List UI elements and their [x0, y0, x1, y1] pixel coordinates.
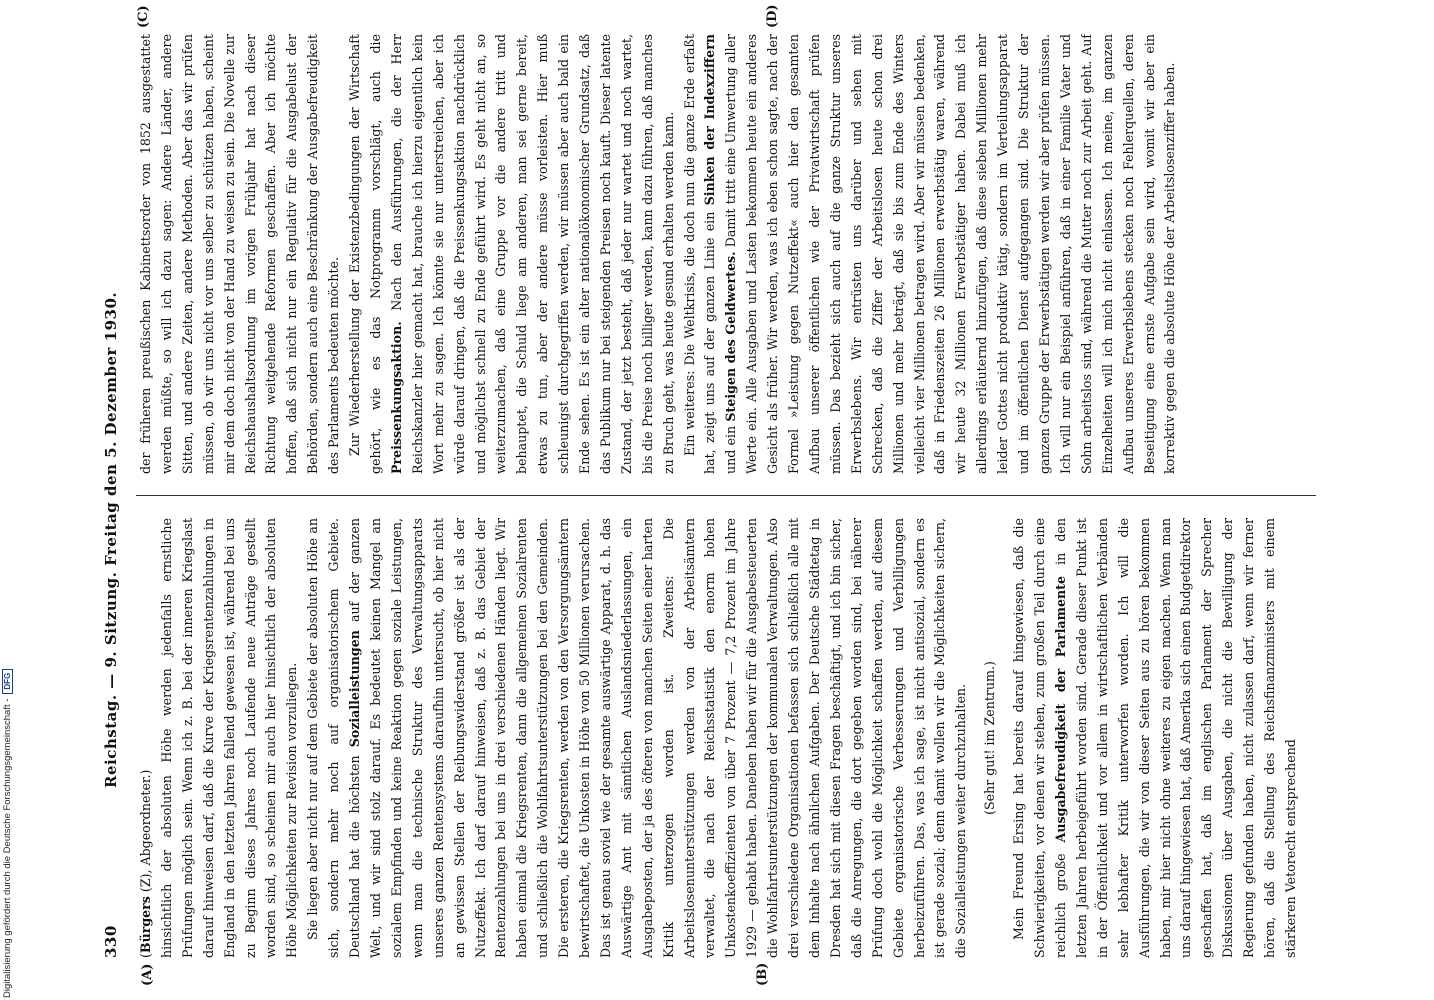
- margin-marker-b: (B): [755, 962, 770, 986]
- speaker-name: Bürgers: [138, 896, 153, 954]
- column-divider: [136, 495, 1316, 496]
- speaker-note: (Z), Abgeordneter.): [138, 769, 153, 893]
- interjection: (Sehr gut! im Zentrum.): [982, 661, 998, 815]
- right-column: [136, 34, 1316, 474]
- emphasis-geldwertes: Steigen des Geldwertes.: [723, 251, 739, 422]
- left-column: [136, 518, 1316, 958]
- paragraph: [680, 34, 1182, 474]
- emphasis-sozialleistungen: Sozialleistungen: [347, 630, 363, 748]
- speaker-line: (Bürgers (Z), Abgeordneter.): [138, 769, 153, 958]
- text-run: und ein: [723, 425, 739, 474]
- text-run: Ein weiteres: Die Weltkrisis, die doch nun die ganze Erde erfaßt hat, zeigt uns auf der ganzen Linie ein: [681, 34, 718, 474]
- text-run: Damit tritt eine Umwertung aller Werte ein. Alle Ausgaben und Lasten bekommen heute ein anderes Gesicht als früher. Wir werden, was ich eben schon sagte, nach der Formel »Leistung gegen Nutzeffekt« auch hier den gesamten Aufbau unserer öffentlichen wie der Privatwirtschaft prüfen müssen. Das bezieht sich auch auf die ganze Struktur unseres Erwerbslebens. Wir entrüsten uns darüber und sehen mit Schrecken, daß die Ziffer der Arbeitslosen heute schon drei Millionen und mehr beträgt, daß sie bis zum Ende des Winters vielleicht vier Millionen betragen wird. Aber wir müssen bedenken, daß in Friedenszeiten 26 Millionen erwerbstätig waren, während wir heute 32 Millionen Erwerbstätiger haben. Dabei muß ich allerdings erläuternd hinzufügen, daß diese sieben Millionen mehr leider Gottes nicht produktiv tätig, sondern im Verteilungsapparat und im öffentlichen Dienst aufgegangen sind. Die Struktur der ganzen Gruppe der Erwerbstätigen werden wir aber prüfen müssen. Ich will nur ein Beispiel anführen, daß in einer Familie Vater und Sohn arbeitslos sind, während die Mutter noch zur Arbeit geht. Auf Einzelheiten will ich mich nicht einlassen. Ich meine, im ganzen Aufbau unseres Erwerbslebens stecken noch Fehlerquellen, deren Beseitigung eine ernste Aufgabe sein wird, womit wir aber ein korrektiv gegen die absolute Höhe der Arbeitslosenziffer haben.: [723, 34, 1178, 474]
- paragraph: [345, 34, 680, 474]
- margin-marker-c: (C): [136, 5, 151, 28]
- emphasis-ausgabefreudigkeit: Ausgabefreudigkeit der Parlamente: [1052, 576, 1068, 843]
- digitization-credit: [2, 669, 13, 998]
- paragraph: hinsichtlich der absoluten Höhe werden jedenfalls ernstliche Prüfungen möglich sein. Wenn ich z. B. bei der inneren Kriegslast darauf hinweisen darf, daß die Kurve der Kriegsrentenzahlungen in England in den letzten Jahren fallend gewesen ist, während bei uns zu Beginn dieses Jahres noch Laufende neue Anträge gestellt worden sind, so scheinen mir auch hier hinsichtlich der absoluten Höhe Möglichkeiten zur Revision vorzuliegen.: [158, 518, 300, 958]
- margin-marker-d: (D): [765, 4, 780, 28]
- text-run: in den letzten Jahren herbeigeführt worden sind. Gerade dieser Punkt ist in der Öffentlichkeit und vor allem in wirtschaftlichen Verbänden sehr lebhafter Kritik unterworfen worden. Ich will die Ausführungen, die wir von dieser Seiten aus zu hören bekommen haben, mir hier nicht ohne weiteres zu eigen machen. Wenn man uns darauf hingewiesen hat, daß Amerika sich einen Budgetdirektor geschaffen hat, daß im englischen Parlament der Sprecher Diskussionen über Ausgaben, die nicht die Bewilligung der Regierung gefunden haben, nicht zulassen darf, wenn wir ferner hören, daß die Stellung des Reichsfinanzministers mit einem stärkeren Vetorecht entsprechend: [1052, 518, 1298, 958]
- document-page: [100, 4, 1350, 986]
- paragraph: der früheren preußischen Kabinettsorder von 1852 ausgestattet werden müßte, so will ich dazu sagen: Andere Länder, andere Sitten, und andere Zeiten, andere Methoden. Aber das wir prüfen müssen, ob wir uns nicht vor uns selber zu schützen haben, scheint mir dem doch nicht von der Hand zu weisen zu sein. Die Novelle zur Reichshaushaltsordnung im vorigen Frühjahr hat nach dieser Richtung weitgehende Reformen geschaffen. Aber ich möchte hoffen, daß sich nicht nur ein Regulativ für die Ausgabelust der Behörden, sondern auch eine Beschränkung der Ausgabefreudigkeit des Parlaments bedeuten möchte.: [138, 34, 342, 474]
- paragraph: [1009, 518, 1302, 958]
- page-number: 330: [102, 925, 120, 958]
- text-run: Nach den Ausführungen, die der Herr Reichskanzler hier gemacht hat, brauche ich hierzu eigentlich kein Wort mehr zu sagen. Ich könnte sie nur unterstreichen, aber ich würde darauf dringen, daß die Preissenkungsaktion nachdrücklich und möglichst schnell zu Ende geführt wird. Es geht nicht an, so weiterzumachen, daß eine Gruppe vor die andere tritt und behauptet, die Schuld liege am anderen, man sei gerne bereit, etwas zu tun, aber der andere müsse vorleisten. Hier muß schleunigst durchgegriffen werden, wir müssen aber auch bald ein Ende sehen. Es ist ein alter nationalökonomischer Grundsatz, daß das Publikum nur bei steigenden Preisen noch kauft. Dieser latente Zustand, der jetzt besteht, daß jeder nur wartet und noch wartet, bis die Preise noch billiger werden, kann dazu führen, daß manches zu Bruch geht, was heute gesund erhalten werden kann.: [388, 34, 676, 474]
- text-run: Zur Wiederherstellung der Existenzbedingungen der Wirtschaft gehört, wie es das Notprogramm vorschlägt, auch die: [347, 34, 383, 474]
- credit-text: Digitalisierung gefördert durch die Deutsche Forschungsgemeinschaft -: [2, 698, 13, 998]
- text-run: Mein Freund Ersing hat bereits darauf hingewiesen, daß die Schwierigkeiten, vor denen wir stehen, zum großen Teil durch eine reichlich große: [1011, 518, 1068, 958]
- page-title: Reichstag. — 9. Sitzung. Freitag den 5. Dezember 1930.: [102, 291, 120, 788]
- margin-marker-a: (A): [140, 963, 155, 986]
- text-run: Sie liegen aber nicht nur auf dem Gebiete der absoluten Höhe an sich, sondern mehr noch auf organisatorischem Gebiete. Deutschland hat die höchsten: [305, 518, 363, 958]
- emphasis-preissenkungsaktion: Preissenkungsaktion.: [388, 321, 404, 474]
- page-header: [100, 33, 128, 958]
- dfg-logo: DFG: [2, 669, 13, 694]
- paragraph: [303, 518, 972, 958]
- text-run: auf der ganzen Welt, und wir sind stolz darauf. Es bedeutet keinen Mangel an sozialem Empfinden und keine Reaktion gegen soziale Leistungen, wenn man die technische Struktur des Verwaltungsapparats unseres ganzen Rentensystems daraufhin untersucht, ob hier nicht an gewissen Stellen der Reibungswiderstand größer ist als der Nutzeffekt. Ich darf darauf hinweisen, daß z. B. das Gebiet der Rentenzahlungen bei uns in drei verschiedenen Händen liegt. Wir haben einmal die Kriegsrenten, dann die allgemeinen Sozialrenten und schließlich die Wohlfahrtsunterstützungen bei den Gemeinden. Die ersteren, die Kriegsrenten, werden von den Versorgungsämtern bewirtschaftet, die Unkosten in Höhe von 50 Millionen verursachen. Das ist genau soviel wie der gesamte auswärtige Apparat, d. h. das Auswärtige Amt mit sämtlichen Auslandsniederlassungen, ein Ausgabeposten, der ja des öfteren von manchen Seiten einer harten Kritik unterzogen worden ist. Zweitens: Die Arbeitslosenunterstützungen werden von der Arbeitsämtern verwaltet, die nach der Reichsstatistik den enorm hohen Unkostenkoeffizienten von über 7 Prozent — 7,2 Prozent im Jahre 1929 — gehabt haben. Daneben haben wir für die Ausgabesteuerten die Wohlfahrtsunterstützungen der kommunalen Verwaltungen. Also drei verschiedene Organisationen befassen sich schließlich alle mit dem Inhalte nach ähnlichen Aufgaben. Der Deutsche Städtetag in Dresden hat sich mit diesen Fragen beschäftigt, und ich bin sicher, daß die Anregungen, die dort gegeben worden sind, bei näherer Prüfung doch wohl die Möglichkeit schaffen werden, auf diesem Gebiete organisatorische Verbesserungen und Verbilligungen herbeizuführen. Das, was ich sage, ist nicht antisozial, sondern es ist gerade sozial; denn damit wollen wir die Möglichkeiten sichern, die Sozialleistungen weiter durchzuhalten.: [347, 518, 969, 958]
- emphasis-indexziffern: Sinken der Indexziffern: [702, 34, 718, 206]
